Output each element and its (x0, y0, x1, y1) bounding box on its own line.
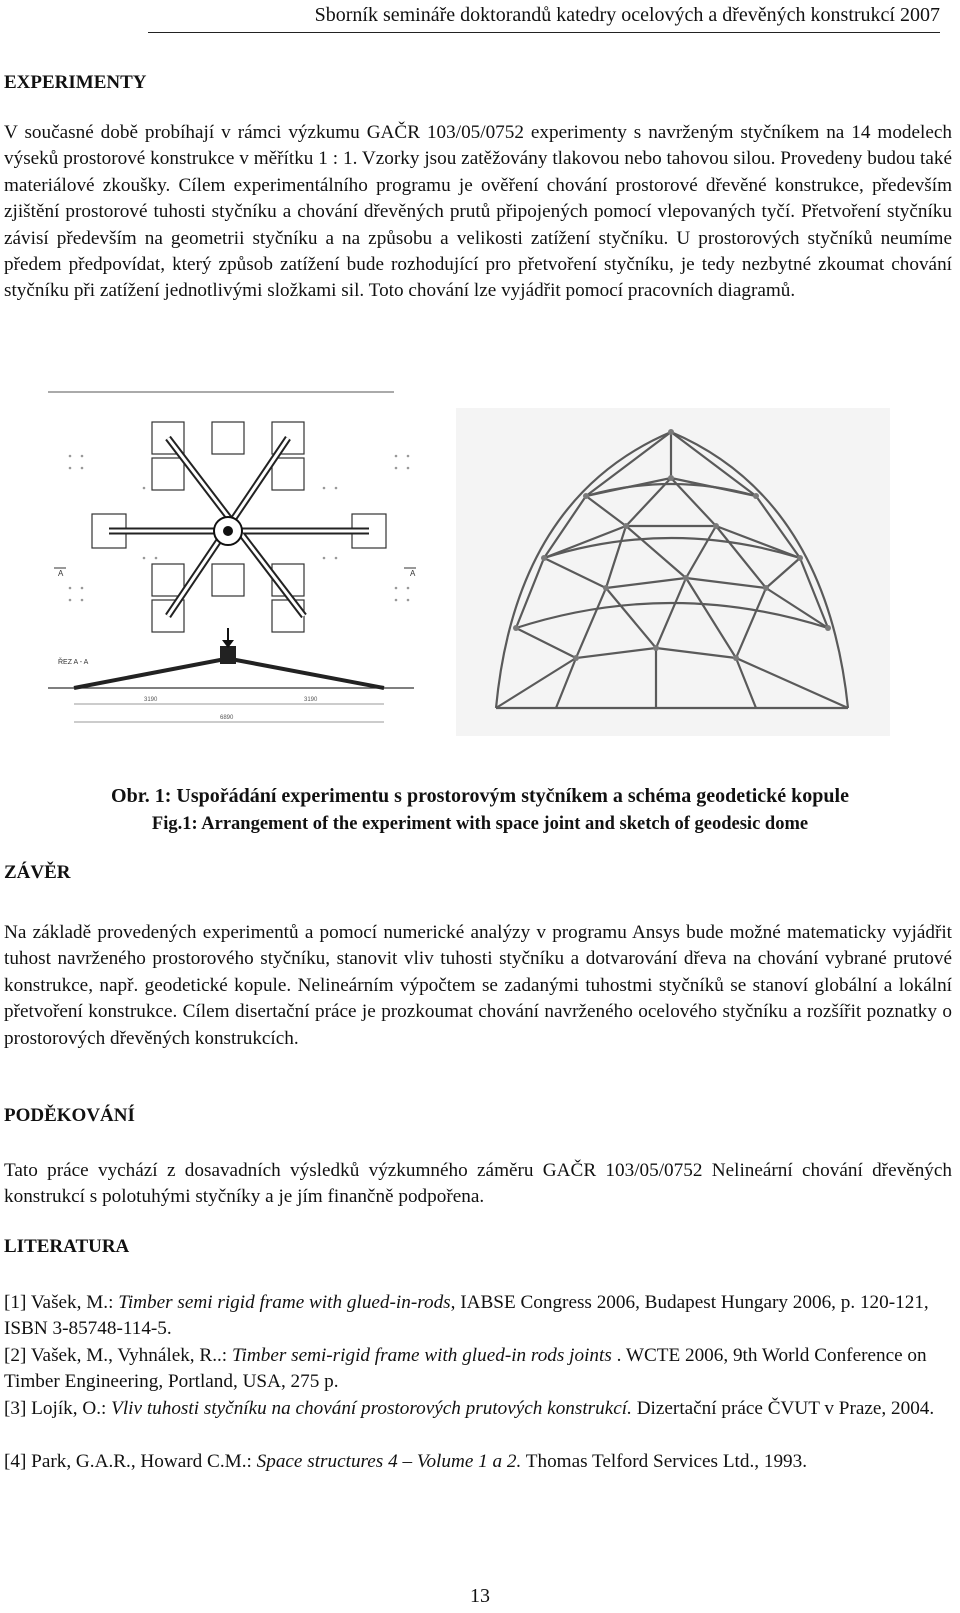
figure-caption-cz: Obr. 1: Uspořádání experimentu s prostorovým styčníkem a schéma geodetické kopule (111, 785, 849, 807)
paragraph-zaver: Na základě provedených experimentů a pomocí numerické analýzy v programu Ansys bude možné matematicky vyjádřit tuhost navrženého prostorového styčníku, stanovit vliv tuhosti styčníku a dotvarování dřeva na chování vybrané prutové konstrukce, např. geodetické kopule. Nelineárním výpočtem se zadanými tuhostmi styčníků se stanoví globální a lokální přetvoření konstrukce. Cílem disertační práce je prozkoumat chování navrženého ocelového styčníku a rozšířit poznatky o prostorových dřevěných konstrukcích. (4, 922, 952, 1049)
running-header: Sborník semináře doktorandů katedry ocelových a dřevěných konstrukcí 2007 (148, 2, 940, 33)
reference-item: [3] Lojík, O.: Vliv tuhosti styčníku na chování prostorových prutových konstrukcí. Dizertační práce ČVUT v Praze, 2004. (4, 1398, 935, 1419)
figure-caption-en: Fig.1: Arrangement of the experiment with space joint and sketch of geodesic dome (151, 814, 809, 834)
section-joint (220, 646, 236, 664)
reference-item: [2] Vašek, M., Vyhnálek, R..: Timber semi-rigid frame with glued-in rods joints . WCTE 2006, 9th World Conference on Timber Engineering, Portland, USA, 275 p. (4, 1345, 927, 1393)
section-members (74, 660, 384, 688)
page-number: 13 (470, 1585, 490, 1607)
section-heading-zaver: ZÁVĚR (4, 862, 71, 883)
section-heading-literatura: LITERATURA (4, 1236, 130, 1257)
section-heading-podekovani: PODĚKOVÁNÍ (4, 1105, 135, 1126)
cut-marker-left: A (58, 569, 64, 578)
dimension-3: 3190 (304, 697, 318, 703)
geodesic-dome-sketch (456, 408, 890, 736)
experiment-arrangement-drawing (44, 388, 454, 734)
paragraph-experimenty: V současné době probíhají v rámci výzkumu GAČR 103/05/0752 experimenty s navrženým styčníkem na 14 modelech výseků prostorové konstrukce v měřítku 1 : 1. Vzorky jsou zatěžovány tlakovou nebo tahovou silou. Provedeny budou také materiálové zkoušky. Cílem experimentálního programu je ověření chování prostorové dřevěné konstrukce, především zjištění prostorové tuhosti styčníku a chování dřevěných prutů připojených pomocí vlepovaných tyčí. Přetvoření styčníku závisí především na geometrii styčníku a na způsobu a velikosti zatížení styčníku. U prostorových styčníků neumíme předem předpovídat, který způsob zatížení bude rozhodující pro přetvoření styčníku, je tedy nezbytné zkoumat chování styčníku při zatížení jednotlivými složkami sil. Toto chování lze vyjádřit pomocí pracovních diagramů. (4, 122, 952, 302)
cut-marker-right: A (410, 569, 416, 578)
section-heading-experimenty: EXPERIMENTY (4, 72, 147, 93)
paragraph-podekovani: Tato práce vychází z dosavadních výsledků výzkumného záměru GAČR 103/05/0752 Nelineární chování dřevěných konstrukcí s polotuhými styčníky a je jím finančně podpořena. (4, 1160, 952, 1208)
dimension-1: 3190 (144, 697, 158, 703)
reference-item: [1] Vašek, M.: Timber semi rigid frame with glued-in-rods, IABSE Congress 2006, Budapest Hungary 2006, p. 120-121, ISBN 3-85748-114-5. (4, 1292, 929, 1340)
section-label: ŘEZ A - A (58, 659, 89, 666)
dimension-2: 6890 (220, 715, 234, 721)
reference-item: [4] Park, G.A.R., Howard C.M.: Space structures 4 – Volume 1 a 2. Thomas Telford Services Ltd., 1993. (4, 1451, 808, 1472)
